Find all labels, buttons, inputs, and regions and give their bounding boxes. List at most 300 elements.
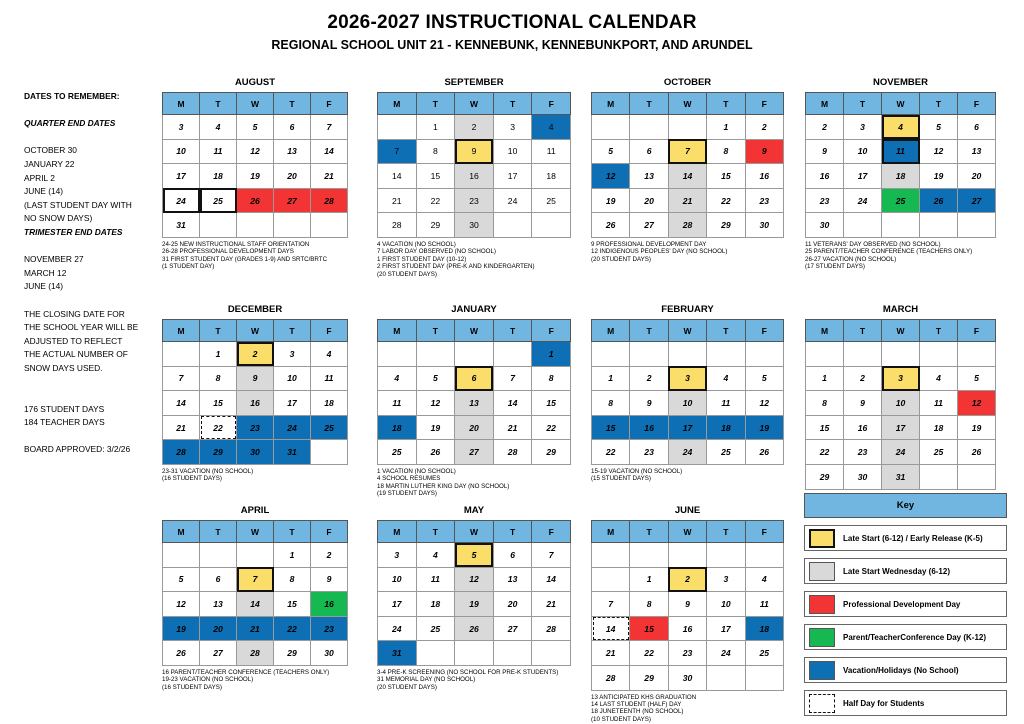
day-cell: 18 [311,391,348,416]
day-cell: 23 [630,440,668,465]
day-cell: 24 [493,188,532,213]
day-cell: 5 [455,543,494,568]
weekday-header: F [311,521,348,543]
key-swatch [809,562,835,581]
empty-day-cell [592,543,630,568]
sidebar-line: MARCH 12 [24,267,67,278]
empty-day-cell [378,115,417,140]
week-row [592,115,784,140]
month-name: FEBRUARY [661,304,714,315]
empty-day-cell [745,543,783,568]
weekday-header: M [378,521,417,543]
note-line: 31 MEMORIAL DAY (NO SCHOOL) [377,676,476,684]
note-line: 24-25 NEW INSTRUCTIONAL STAFF ORIENTATION [162,241,310,248]
day-cell: 24 [882,440,920,465]
weekday-header: T [200,521,237,543]
sidebar-line: THE ACTUAL NUMBER OF [24,349,128,360]
week-row [806,139,996,164]
day-cell: 15 [630,616,668,641]
day-cell: 26 [455,616,494,641]
sidebar-line: NOVEMBER 27 [24,254,84,265]
day-cell: 4 [532,115,571,140]
month-table [591,92,784,238]
week-row [378,592,571,617]
month-notes [377,669,611,691]
day-cell: 30 [844,464,882,489]
week-row [378,139,571,164]
day-cell: 26 [745,440,783,465]
key-item-wed [804,558,1007,584]
week-row [378,543,571,568]
day-cell: 1 [200,342,237,367]
month-table [805,92,996,238]
month-name: MARCH [882,304,919,315]
day-cell: 13 [274,139,311,164]
day-cell: 18 [882,164,920,189]
month-name: NOVEMBER [873,77,928,88]
day-cell: 3 [882,366,920,391]
day-cell: 10 [274,366,311,391]
day-cell: 2 [630,366,668,391]
weekday-header: T [920,320,958,342]
day-cell: 30 [237,440,274,465]
day-cell: 11 [200,139,237,164]
day-cell: 3 [844,115,882,140]
empty-day-cell [455,641,494,666]
day-cell: 13 [958,139,996,164]
day-cell: 30 [311,641,348,666]
day-cell: 9 [668,592,706,617]
day-cell: 22 [630,641,668,666]
note-line: 19-23 VACATION (NO SCHOOL) [162,676,254,684]
day-cell: 4 [920,366,958,391]
empty-day-cell [844,213,882,238]
day-cell: 7 [237,567,274,592]
week-row [163,139,348,164]
day-cell: 16 [455,164,494,189]
day-cell: 29 [416,213,455,238]
day-cell: 20 [274,164,311,189]
weekday-header: F [745,320,783,342]
week-row [806,188,996,213]
day-cell: 10 [882,391,920,416]
day-cell: 11 [416,567,455,592]
day-cell: 19 [958,415,996,440]
day-cell: 28 [668,213,706,238]
week-row [163,188,348,213]
month-name: DECEMBER [227,304,283,315]
note-line: (1 STUDENT DAY) [162,263,215,271]
sidebar-spacer [24,430,164,444]
sidebar-line: THE SCHOOL YEAR WILL BE [24,322,139,333]
day-cell: 17 [844,164,882,189]
day-cell: 28 [378,213,417,238]
empty-day-cell [920,342,958,367]
weekday-header: F [311,93,348,115]
day-cell: 7 [493,366,532,391]
sidebar-spacer [24,375,164,389]
day-cell: 16 [237,391,274,416]
note-line: 13 ANTICIPATED KHS GRADUATION [591,693,697,701]
sidebar-spacer [24,131,164,145]
day-cell: 13 [493,567,532,592]
month-table [591,319,784,465]
day-cell: 9 [630,391,668,416]
note-line: (19 STUDENT DAYS) [377,490,437,498]
day-cell: 7 [592,592,630,617]
day-cell: 1 [532,342,571,367]
weekday-header: T [707,93,745,115]
note-line: 25 PARENT/TEACHER CONFERENCE (TEACHERS ONLY) [805,248,973,256]
empty-day-cell [958,342,996,367]
weekday-header: F [311,320,348,342]
weekday-header: M [163,320,200,342]
note-line: 9 PROFESSIONAL DEVELOPMENT DAY [591,241,707,248]
day-cell: 14 [592,616,630,641]
day-cell: 9 [455,139,494,164]
day-cell: 6 [200,567,237,592]
key-swatch [809,595,835,614]
day-cell: 15 [274,592,311,617]
day-cell: 28 [237,641,274,666]
day-cell: 30 [668,665,706,690]
key-label: Half Day for Students [843,698,925,708]
weekday-header: W [882,320,920,342]
week-row [163,616,348,641]
note-line: 16 PARENT/TEACHER CONFERENCE (TEACHERS ONLY) [162,669,330,676]
week-row [378,213,571,238]
sidebar-line: QUARTER END DATES [24,118,116,129]
day-cell: 1 [416,115,455,140]
day-cell: 30 [806,213,844,238]
month-name: APRIL [240,505,270,516]
empty-day-cell [958,213,996,238]
day-cell: 16 [844,415,882,440]
week-row [592,665,784,690]
day-cell: 12 [237,139,274,164]
day-cell: 18 [416,592,455,617]
day-cell: 9 [806,139,844,164]
day-cell: 1 [592,366,630,391]
day-cell: 9 [311,567,348,592]
weekday-header: W [455,521,494,543]
day-cell: 11 [311,366,348,391]
note-line: 14 LAST STUDENT (HALF) DAY [591,701,682,708]
day-cell: 29 [200,440,237,465]
day-cell: 25 [378,440,417,465]
day-cell: 21 [668,188,706,213]
day-cell: 2 [311,543,348,568]
day-cell: 11 [882,139,920,164]
day-cell: 24 [378,616,417,641]
week-row [592,616,784,641]
week-row [806,366,996,391]
day-cell: 8 [274,567,311,592]
day-cell: 23 [311,616,348,641]
day-cell: 10 [163,139,200,164]
day-cell: 31 [163,213,200,238]
month-notes [591,694,824,724]
week-row [592,342,784,367]
week-row [806,464,996,489]
empty-day-cell [237,543,274,568]
month-march [805,304,996,490]
day-cell: 25 [200,188,237,213]
day-cell: 6 [455,366,494,391]
week-row [806,415,996,440]
empty-day-cell [532,641,571,666]
month-notes [591,241,824,263]
weekday-header: T [416,320,455,342]
weekday-header: M [163,521,200,543]
sidebar-line: APRIL 2 [24,172,55,183]
note-line: 12 INDIGENOUS PEOPLES' DAY (NO SCHOOL) [591,248,728,256]
empty-day-cell [455,342,494,367]
day-cell: 28 [592,665,630,690]
day-cell: 29 [806,464,844,489]
key-swatch [809,694,835,713]
empty-day-cell [163,342,200,367]
day-cell: 12 [958,391,996,416]
key-label: Late Start Wednesday (6-12) [843,566,950,576]
day-cell: 4 [311,342,348,367]
month-june [591,505,784,691]
day-cell: 3 [493,115,532,140]
empty-day-cell [668,543,706,568]
day-cell: 3 [274,342,311,367]
week-row [378,164,571,189]
note-line: 3-4 PRE-K SCREENING (NO SCHOOL FOR PRE-K STUDENTS) [377,669,559,676]
note-line: (20 STUDENT DAYS) [591,255,651,263]
day-cell: 4 [745,567,783,592]
empty-day-cell [416,641,455,666]
day-cell: 13 [200,592,237,617]
week-row [806,342,996,367]
weekday-header: F [958,93,996,115]
day-cell: 4 [882,115,920,140]
week-row [163,592,348,617]
sidebar-line: SNOW DAYS USED. [24,362,103,373]
empty-day-cell [707,543,745,568]
empty-day-cell [493,342,532,367]
sidebar-line: DATES TO REMEMBER: [24,91,120,101]
day-cell: 25 [416,616,455,641]
day-cell: 8 [806,391,844,416]
day-cell: 8 [200,366,237,391]
day-cell: 15 [592,415,630,440]
day-cell: 31 [274,440,311,465]
key-swatch [809,628,835,647]
sidebar-line: ADJUSTED TO REFLECT [24,335,123,346]
week-row [806,164,996,189]
day-cell: 27 [958,188,996,213]
month-name: JANUARY [451,304,497,315]
day-cell: 14 [237,592,274,617]
empty-day-cell [200,213,237,238]
day-cell: 8 [630,592,668,617]
day-cell: 1 [630,567,668,592]
day-cell: 23 [806,188,844,213]
empty-day-cell [630,342,668,367]
sidebar-line: 184 TEACHER DAYS [24,417,105,428]
day-cell: 1 [707,115,745,140]
week-row [378,391,571,416]
day-cell: 11 [707,391,745,416]
empty-day-cell [920,213,958,238]
day-cell: 21 [163,415,200,440]
weekday-header: W [237,93,274,115]
sidebar-spacer [24,240,164,254]
day-cell: 15 [200,391,237,416]
day-cell: 1 [806,366,844,391]
key-item-pd [804,591,1007,617]
empty-day-cell [311,440,348,465]
day-cell: 15 [707,164,745,189]
week-row [592,567,784,592]
day-cell: 25 [920,440,958,465]
sidebar-line: 176 STUDENT DAYS [24,403,105,414]
week-row [378,616,571,641]
day-cell: 21 [311,164,348,189]
day-cell: 21 [493,415,532,440]
sidebar-line: OCTOBER 30 [24,145,77,156]
day-cell: 17 [274,391,311,416]
month-notes [377,241,611,278]
empty-day-cell [630,543,668,568]
day-cell: 22 [274,616,311,641]
day-cell: 14 [668,164,706,189]
weekday-header: W [455,320,494,342]
day-cell: 19 [237,164,274,189]
sidebar-spacer [24,389,164,403]
note-line: 15-19 VACATION (NO SCHOOL) [591,468,683,475]
weekday-header: T [493,320,532,342]
month-january [377,304,571,465]
weekday-header: F [532,521,571,543]
day-cell: 8 [707,139,745,164]
weekday-header: F [532,320,571,342]
month-september [377,77,571,238]
day-cell: 18 [707,415,745,440]
day-cell: 25 [532,188,571,213]
week-row [592,415,784,440]
day-cell: 14 [311,139,348,164]
month-table [591,520,784,691]
note-line: (16 STUDENT DAYS) [162,475,222,483]
week-row [378,342,571,367]
empty-day-cell [668,115,706,140]
empty-day-cell [882,342,920,367]
weekday-header: T [200,320,237,342]
month-table [377,319,571,465]
day-cell: 3 [668,366,706,391]
legend-key [804,493,1007,716]
day-cell: 21 [532,592,571,617]
day-cell: 10 [493,139,532,164]
week-row [806,115,996,140]
day-cell: 5 [237,115,274,140]
day-cell: 31 [378,641,417,666]
note-line: (15 STUDENT DAYS) [591,475,651,483]
weekday-header: T [416,521,455,543]
day-cell: 25 [882,188,920,213]
day-cell: 22 [200,415,237,440]
month-name: AUGUST [234,77,276,88]
day-cell: 7 [378,139,417,164]
day-cell: 18 [378,415,417,440]
day-cell: 19 [455,592,494,617]
sidebar-line: (LAST STUDENT DAY WITH [24,199,132,210]
weekday-header: T [844,320,882,342]
empty-day-cell [311,213,348,238]
empty-day-cell [416,342,455,367]
key-item-late [804,525,1007,551]
day-cell: 16 [311,592,348,617]
sidebar-line: JUNE (14) [24,281,64,292]
weekday-header: T [274,93,311,115]
day-cell: 12 [592,164,630,189]
note-line: 1 FIRST STUDENT DAY (10-12) [377,255,467,263]
day-cell: 8 [532,366,571,391]
day-cell: 7 [163,366,200,391]
day-cell: 2 [237,342,274,367]
day-cell: 20 [630,188,668,213]
week-row [163,115,348,140]
week-row [378,641,571,666]
day-cell: 12 [455,567,494,592]
empty-day-cell [592,567,630,592]
day-cell: 2 [668,567,706,592]
day-cell: 26 [416,440,455,465]
week-row [592,164,784,189]
weekday-header: T [920,93,958,115]
month-october [591,77,784,238]
day-cell: 25 [745,641,783,666]
month-notes [805,241,1024,271]
week-row [378,115,571,140]
day-cell: 10 [378,567,417,592]
month-name: JUNE [674,505,701,516]
day-cell: 13 [455,391,494,416]
month-december [162,304,348,465]
note-line: (20 STUDENT DAYS) [377,683,437,691]
empty-day-cell [707,665,745,690]
day-cell: 7 [532,543,571,568]
day-cell: 9 [844,391,882,416]
day-cell: 15 [806,415,844,440]
day-cell: 20 [455,415,494,440]
day-cell: 19 [592,188,630,213]
note-line: 2 FIRST STUDENT DAY (PRE-K AND KINDERGARTEN) [377,263,535,271]
month-table [377,520,571,666]
day-cell: 21 [237,616,274,641]
day-cell: 22 [806,440,844,465]
weekday-header: F [745,521,783,543]
day-cell: 23 [844,440,882,465]
day-cell: 25 [311,415,348,440]
day-cell: 11 [532,139,571,164]
week-row [163,342,348,367]
weekday-header: T [200,93,237,115]
weekday-header: M [378,320,417,342]
week-row [163,366,348,391]
sidebar-line: JUNE (14) [24,186,64,197]
day-cell: 19 [163,616,200,641]
month-april [162,505,348,666]
day-cell: 4 [707,366,745,391]
empty-day-cell [630,115,668,140]
empty-day-cell [844,342,882,367]
